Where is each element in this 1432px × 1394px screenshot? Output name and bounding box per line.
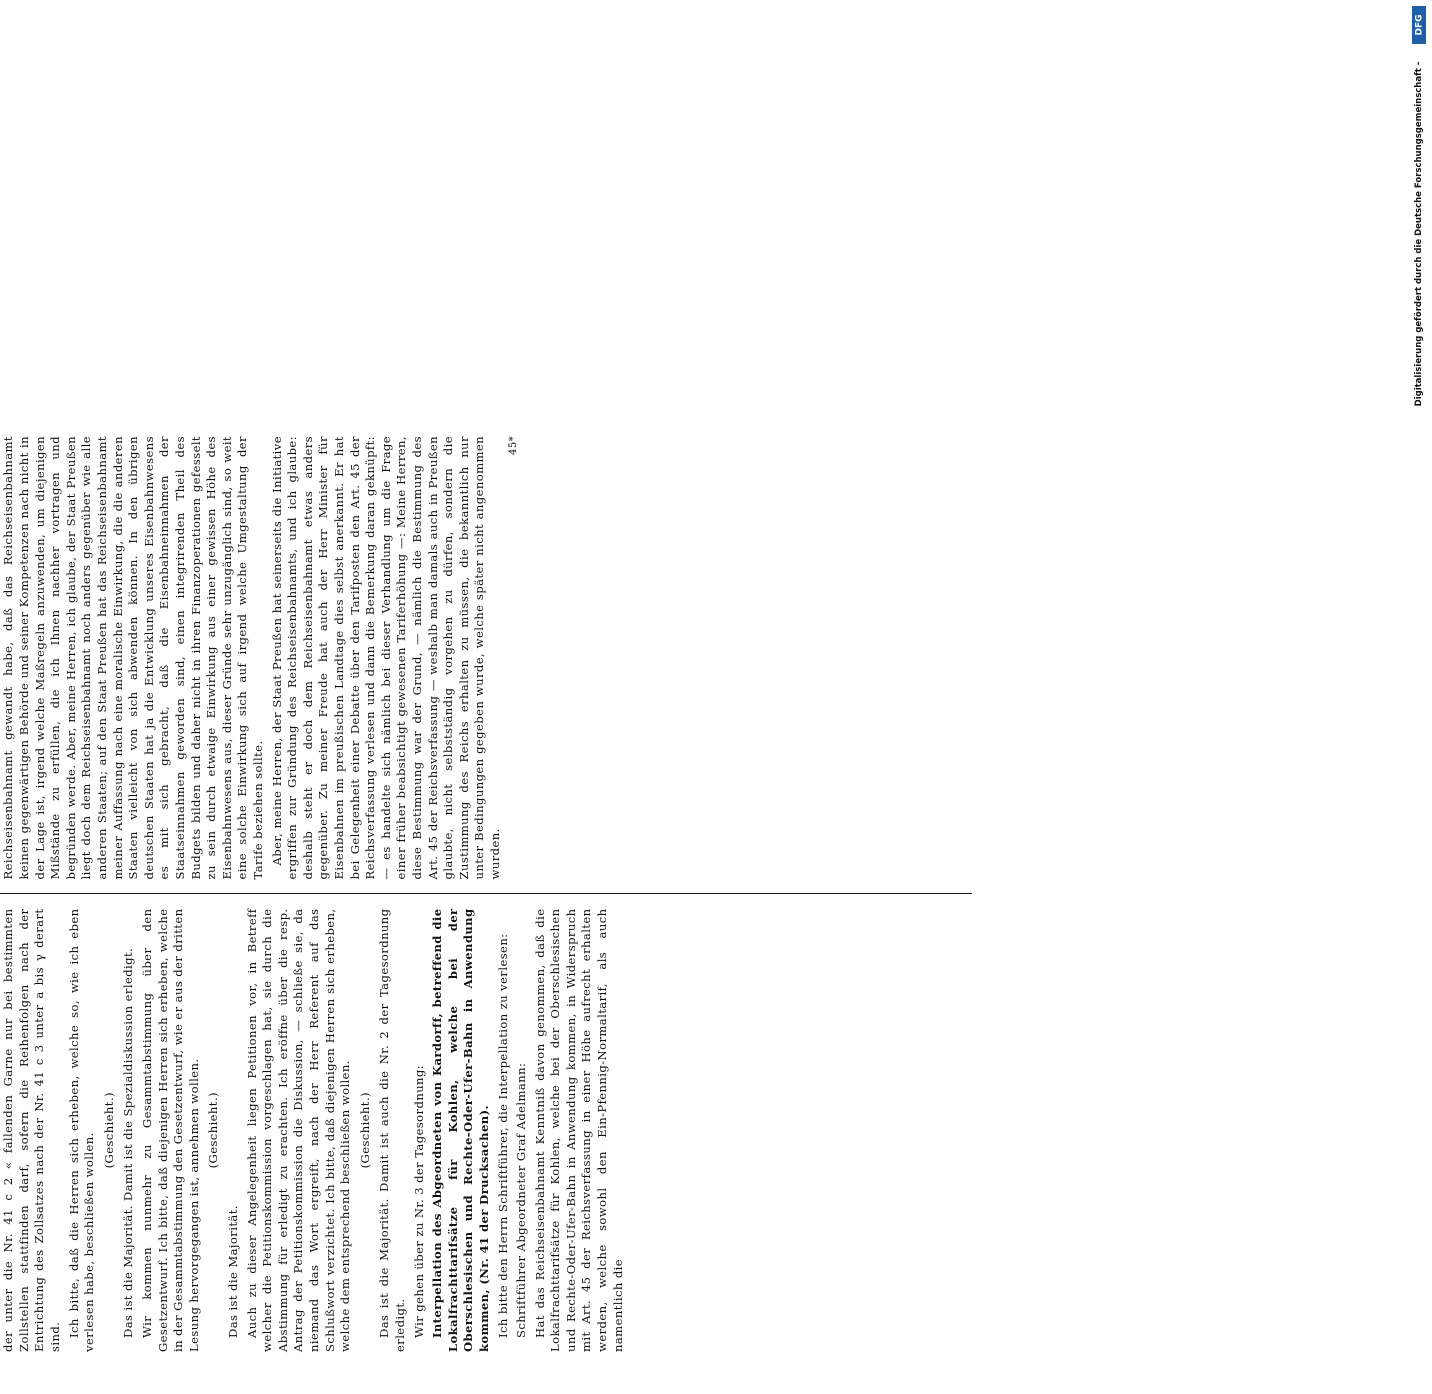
- signature-mark: 45*: [508, 436, 520, 455]
- stage-direction: (Geschieht.): [101, 1092, 116, 1169]
- rotated-document-page: [0, 394, 1001, 1394]
- stage-direction: (Geschieht.): [206, 1092, 221, 1169]
- dfg-logo-text: DFG: [1414, 14, 1425, 36]
- text-columns: [0, 422, 972, 1366]
- body-paragraph: Das ist die Majorität.: [226, 1205, 240, 1338]
- dfg-credit-wrapper: [1406, 44, 1432, 1000]
- body-paragraph: Hat das Reichseisenbahnamt Kenntniß davon genommen, daß die Lokalfrachttarifsätze für Kohlen, welche bei der Oberschlesischen und Rechte-Oder-Ufer-Bahn in Anwendung kommen, in Widerspruch mit Art. 45 der Reichsverfassung in einer Höhe aufrecht erhalten werden, welche sowohl den Ein-Pfennig-Normaltarif, als auch namentlich die: [532, 908, 625, 1352]
- body-paragraph: der unter die Nr. 41 c 2 « fallenden Garne nur bei bestimmten Zollstellen stattfinden darf, sofern die Reihenfolgen nach der Entrichtung des Zollsatzes nach der Nr. 41 c 3 unter a bis γ derart sind.: [1, 908, 63, 1352]
- body-paragraph: Schriftführer Abgeordneter Graf Adelmann:: [514, 1062, 529, 1338]
- agenda-item-title: Interpellation des Abgeordneten von Kardorff, betreffend die Lokalfrachttarifsätze für Kohlen, welche bei der Oberschlesischen und Rechte-Oder-Ufer-Bahn in Anwendung kommen, (Nr. 41 der Drucksachen).: [430, 908, 491, 1352]
- body-paragraph: Aber, meine Herren, der Staat Preußen hat seinerseits die Initiative ergriffen zur Gründung des Reichseisenbahnamts, und ich glaube: deshalb steht er doch dem Reichseisenbahnamt etwas anders gegenüber. Zu meiner Freude hat auch der Herr Minister für Eisenbahnen im preußischen Landtage dies selbst anerkannt. Er hat bei Gelegenheit einer Debatte über den Tarifposten den Art. 45 der Reichsverfassung verlesen und dann die Bemerkung daran geknüpft: — es handelte sich nämlich bei dieser Verhandlung um die Frage einer früher beabsichtigt gewesenen Tariferhöhung —: Meine Herren, diese Bestimmung war der Grund, — nämlich die Bestimmung des Art. 45 der Reichsverfassung — weshalb man damals auch in Preußen glaubte, nicht selbstständig vorgehen zu dürfen, sondern die Zustimmung des Reichs erhalten zu müssen, die bekanntlich nur unter Bedingungen gegeben wurde, welche später nicht angenommen wurden.: [269, 436, 502, 880]
- right-column: [0, 422, 972, 895]
- body-paragraph: Auch zu dieser Angelegenheit liegen Petitionen vor, in Betreff welcher die Petitionskommission vorgeschlagen hat, sie durch die Abstimmung für erledigt zu erachten. Ich eröffne über die resp. Antrag der Petitionskommission die Diskussion, — schließe sie, da niemand das Wort ergreift, nach der Herr Referent auf das Schlußwort verzichtet. Ich bitte, daß diejenigen Herren sich erheben, welche dem entsprechend beschließen wollen.: [244, 908, 353, 1352]
- body-paragraph: Wir kommen nunmehr zu Gesammtabstimmung über den Gesetzentwurf. Ich bitte, daß diejenigen Herren sich erheben, welche in der Gesammtabstimmung den Gesetzentwurf, wie er aus der dritten Lesung hervorgegangen ist, annehmen wollen.: [140, 908, 201, 1352]
- dfg-credit-text: Digitalisierung gefördert durch die Deutsche Forschungsgemeinschaft -: [1414, 61, 1424, 407]
- body-paragraph: Reichseisenbahnamt gewandt habe, daß das Reichseisenbahnamt keinen gegenwärtigen Behörde und seiner Kompetenzen nach nicht in der Lage ist, irgend welche Maßregeln anzuwenden, um diejenigen Mißstände zu erfüllen, die ich Ihnen nachher vortragen und begründen werde. Aber, meine Herren, ich glaube, der Staat Preußen liegt doch dem Reichseisenbahnamt noch anders gegenüber wie alle anderen Staaten; auf den Staat Preußen hat das Reichseisenbahnamt meiner Auffassung nach eine moralische Einwirkung, die die anderen Staaten vielleicht von sich abwenden können. In den übrigen deutschen Staaten hat ja die Entwicklung unseres Eisenbahnwesens es mit sich gebracht, daß die Eisenbahneinnahmen der Staatseinnahmen geworden sind, einen integrirenden Theil des Budgets bilden und daher nicht in ihren Finanzoperationen gefesselt zu sein durch etwaige Einwirkung aus einer gewissen Höhe des Eisenbahnwesens aus, dieser Gründe sehr unzugänglich sind, so weit eine solche Einwirkung sich auf irgend welche Umgestaltung der Tarife beziehen sollte.: [1, 436, 265, 880]
- left-column: [0, 895, 972, 1367]
- stage-direction: (Geschieht.): [357, 1092, 372, 1169]
- body-paragraph: Ich bitte, daß die Herren sich erheben, welche so, wie ich eben verlesen habe, beschließen wollen.: [66, 908, 97, 1352]
- dfg-sidebar: [1406, 0, 1432, 1000]
- body-paragraph: Das ist die Majorität. Damit ist auch die Nr. 2 der Tagesordnung erledigt.: [377, 908, 407, 1352]
- body-paragraph: Wir gehen über zu Nr. 3 der Tagesordnung:: [411, 1064, 426, 1338]
- dfg-logo: [1412, 6, 1426, 44]
- body-paragraph: Das ist die Majorität. Damit ist die Spezialdiskussion erledigt.: [121, 947, 136, 1338]
- body-paragraph: Ich bitte den Herrn Schriftführer, die Interpellation zu verlesen:: [495, 933, 510, 1338]
